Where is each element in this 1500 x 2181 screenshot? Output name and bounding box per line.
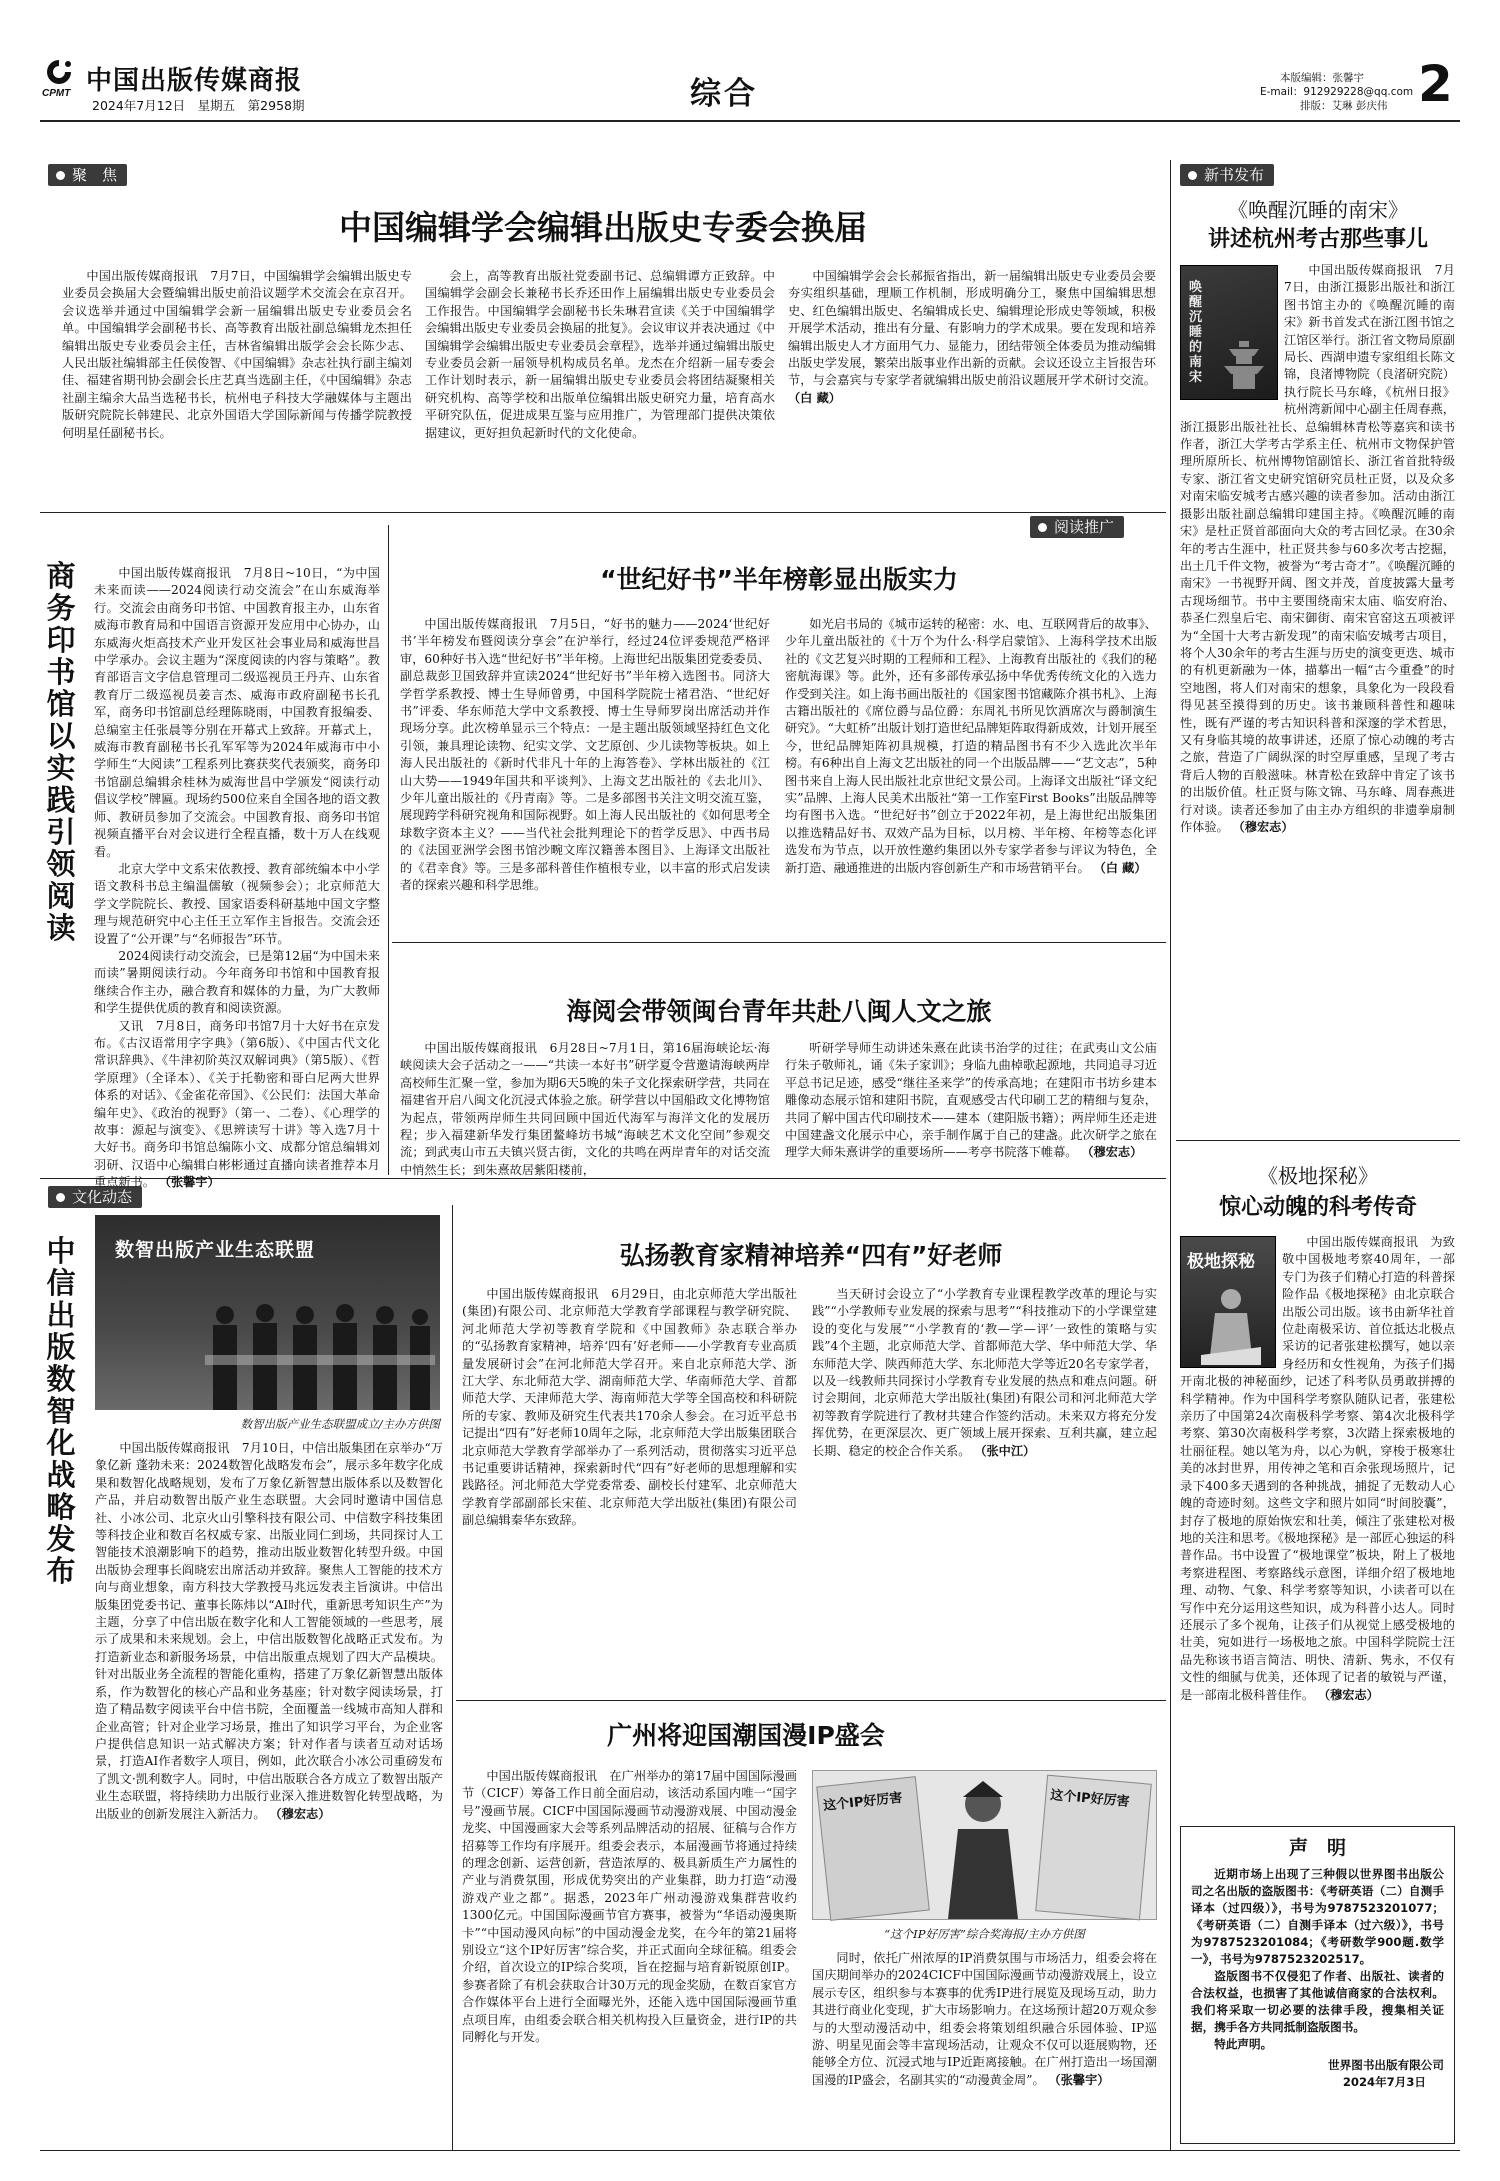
divider-left-vertical-2 (452, 1205, 453, 2150)
article-text: 中国出版传媒商报讯 7月8日~10日，“为中国未来而读——2024阅读行动交流会”在山东威海举行。交流会由商务印书馆、中国教育报主办，山东省威海市教育局和中国语言资源开发应用中心协办，山东威海火炬高技术产业开发区社会事业局和威海世昌中学承办。会议主题为“深度阅读的内容与策略”。教育部语言文字信息管理司二级巡视员王丹卉、山东省教育厅二级巡视员姜言杰、威海市政府副秘书长孔军，商务印书馆副总经理陈晓雨，中国教育报编委、总编室主任张晨等分别在开幕式上致辞。开幕式上，威海市教育副秘书长孔军军等为2024年威海市中小学师生“大阅读”工程系列比赛获奖代表颁奖，商务印书馆副总编辑余桂林为威海世昌中学颁发“阅读行动倡议学校”牌匾。现场约500位来自全国各地的语文教师、教研员参加了交流会。中国教育报、商务印书馆视频直播平台对会议进行全程直播，数十万人在线观看。 (94, 566, 380, 859)
stage-people-silhouette (205, 1295, 435, 1410)
article-text: 当天研讨会设立了“小学教育专业课程教学改革的理论与实践”“小学教师专业发展的探索与思考”“科技推动下的小学课堂建设的变化与发展”“小学教育的‘教—学—评’一致性的策略与实践”4个主题，北京师范大学、首都师范大学、华中师范大学、华东师范大学、陕西师范大学、东北师范大学等近20名专家学者，以及一线教师共同探讨小学教育专业发展的热点和难点问题。研讨会期间，北京师范大学出版社(集团)有限公司和河北师范大学初等教育学院进行了教材共建合作签约活动。未来双方将充分发挥优势，在更深层次、更广领域上展开探索、互利共赢，建立起长期、稳定的校企合作关系。 (812, 1287, 1157, 1458)
section-tag-reading (1030, 516, 1124, 538)
bullet-dot-icon (56, 171, 65, 180)
notice-box (1180, 1826, 1455, 2144)
section-tag-label: 阅读推广 (1054, 518, 1115, 536)
article-text: 又讯 7月8日，商务印书馆7月十大好书在京发布。《古汉语常用字字典》（第6版）、《中国古代文化常识辞典》、《牛津初阶英汉双解词典》（第5版）、《哲学原理》（全译本）、《关于托勒密和哥白尼两大世界体系的对话》、《金雀花帝国》、《公民们：法国大革命编年史》、《政治的视野》（第一、二卷）、《心理学的故事：源起与演变》、《思辨读写十讲》等入选7月十大好书。商务印书馆总编陈小文、成都分馆总编辑刘羽研、汉语中心编辑白彬彬通过直播向读者推荐本月重点新书。 (94, 1018, 380, 1190)
email-line: E-mail：912929228@qq.com (1260, 86, 1414, 98)
article-a4-col2 (785, 1040, 1157, 1172)
cover-float-spacer (1180, 262, 1284, 402)
article-text (94, 1018, 380, 1192)
article-text: 同时，依托广州浓厚的IP消费氛围与市场活力，组委会将在国庆期间举办的2024CICF中国国际漫画节动漫游戏展上，设立展示专区，组织参与本赛事的优秀IP进行展览及现场互动，助力其进行商业化变现，扩大市场影响力。在这场预计超20万观众参与的大型动漫活动中，组委会将策划组织融合乐园体验、IP巡游、明星见面会等丰富现场活动，让观众不仅可以逛展购物，还能够全方位、沉浸式地与IP近距离接触。在广州打造出一场国潮国漫的IP盛会，名副其实的“动漫黄金周”。 (812, 1951, 1157, 2087)
bullet-dot-icon (1188, 171, 1197, 180)
vertical-headline-a2: 商务印书馆以实践引领阅读 (46, 559, 76, 945)
divider-r1-bottom (1176, 1140, 1460, 1141)
notice-title: 声 明 (1288, 1837, 1346, 1859)
book-cover-title: 极地探秘 (1187, 1252, 1255, 1272)
article-r2 (1180, 1234, 1455, 1819)
article-a1-col1 (62, 268, 412, 504)
byline: （穆宏志） (1232, 820, 1294, 834)
bullet-dot-icon (1038, 523, 1047, 532)
section-title: 综合 (690, 76, 758, 112)
headline-a6: 弘扬教育家精神培养“四有”好老师 (619, 1241, 1003, 1270)
article-text: 中国编辑学会会长郝振省指出，新一届编辑出版史专业委员会要夯实组织基础，理顺工作机制，形成明确分工，聚焦中国编辑思想史、红色编辑出版史、名编辑成长史、编辑理论形成史等领域，积极开展学术活动，推出有分量、有影响力的学术成果。要在发现和培养编辑出版史人才方面用气力、显能力，团结带领全体委员为推动编辑出版史学发展，繁荣出版事业作出新的贡献。会议还设立主旨报告环节，与会嘉宾与专家学者就编辑出版史前沿议题展开学术研讨交流。 (788, 269, 1156, 388)
bullet-dot-icon (56, 1193, 65, 1202)
divider-left-vertical-1 (388, 525, 389, 1175)
article-text: 中国出版传媒商报讯 7月7日，中国编辑学会编辑出版史专业委员会换届大会暨编辑出版史前沿议题学术交流会在京召开。会议选举并通过中国编辑学会新一届编辑出版史专业委员会名单。中国编辑学会副秘书长、高等教育出版社副总编辑龙杰担任编辑出版史专业委员会主任，吉林省编辑出版学会会长陈少志、人民出版社编辑部主任侯俊智、《中国编辑》杂志社执行副主编刘佳、福建省期刊协会副会长庄艺真当选副主任，《中国编辑》杂志社副主编余大品当选秘书长，杭州电子科技大学融媒体与主题出版研究院院长韩建民、北京外国语大学国际新闻与传播学院教授何明星任副秘书长。 (62, 269, 412, 440)
article-text: 如光启书局的《城市运转的秘密：水、电、互联网背后的故事》、少年儿童出版社的《十万个为什么·科学启蒙馆》、上海科学技术出版社的《文艺复兴时期的工程师和工程》、上海教育出版社的《我们的秘密航海课》等。此外，还有多部传承弘扬中华优秀传统文化的入选力作受到关注。如上海书画出版社的《国家图书馆藏陈介祺书札》、上海古籍出版社的《席位爵与品位爵：东周礼书所见饮酒席次与爵制演生研究》。“大虹桥”出版计划打造世纪品牌矩阵取得新成效，计划开展至今，世纪品牌矩阵初具规模，打造的精品图书有不少入选此次半年榜。有6种出自上海文艺出版社的同一个出版品牌——“艺文志”，5种图书来自上海人民出版社北京世纪文景公司。上海译文出版社“译文纪实”品牌、上海人民美术出版社“第一工作室First Books”出版品牌等均有图书入选。“世纪好书”创立于2022年初，是上海世纪出版集团以推选精品好书、双效产品为目标，以月榜、半年榜、年榜等态化评选发布为节点，以开放性邀约集团以外专家学者参与评议为特色，全新打造、融通推进的出版内容创新生产和市场营销平台。 (785, 617, 1157, 875)
masthead-rule (40, 120, 1460, 122)
headline-a7: 广州将迎国潮国漫IP盛会 (607, 1721, 885, 1750)
article-a1-col3 (788, 268, 1156, 504)
byline: （张馨宇） (1048, 2072, 1110, 2087)
article-a3-col1 (400, 616, 770, 936)
date-line: 2024年7月12日 星期五 第2958期 (92, 98, 305, 113)
cover-float-spacer (1180, 1234, 1282, 1372)
article-text: 中国出版传媒商报讯 6月28日~7月1日，第16届海峡论坛·海峡阅读大会子活动之一——“共读一本好书”研学夏令营邀请海峡两岸高校师生汇聚一堂，参加为期6天5晚的朱子文化探索研学营，共同在福建省开启八闽文化沉浸式体验之旅。研学营以中国船政文化博物馆为起点，带领两岸师生共同回顾中国近代海军与海洋文化的发展历程；步入福建新华发行集团鳌峰坊书城“海峡艺术文化空间”参观交流；到武夷山市五夫镇兴贤古街，文化的共鸣在两岸青年的对话交流中悄然生长；到朱熹故居紫阳楼前， (400, 1041, 770, 1177)
vertical-headline-a5: 中信出版数智化战略发布 (46, 1234, 76, 1588)
notice-body (1191, 1866, 1444, 2091)
layout-line: 排版：艾琳 彭庆伟 (1300, 100, 1388, 112)
article-text: 中国出版传媒商报讯 在广州举办的第17届中国国际漫画节（CICF）筹备工作日前全面启动，该活动系国内唯一“国字号”漫画节展。CICF中国国际漫画节动漫游戏展、中国动漫金龙奖、中国漫画家大会等系列品牌活动的招展、征稿与合作方招募等工作均有序展开。组委会表示，本届漫画节将通过持续的理念创新、运营创新，营造浓厚的、极具新质生产力属性的产业与消费氛围，形成优势突出的产业集群，助力打造“动漫游戏产业之都”。据悉，2023年广州动漫游戏集群营收约1300亿元。中国国际漫画节官方赛事，被誉为“华语动漫奥斯卡”“中国动漫风向标”的中国动漫金龙奖，在今年的第21届将别设立“这个IP好厉害”综合奖，并正式面向全球征稿。组委会介绍，首次设立的IP综合奖项，旨在挖掘与培育新锐原创IP。参赛者除了有机会获取合计30万元的现金奖励，在数百家官方合作媒体平台上进行全面曝光外，还能入选中国国际漫画节重点项目库，由组委会联合相关机构投入巨量资金，进行IP的共同孵化与开发。 (462, 1769, 797, 2045)
poster-card-2 (1035, 1775, 1152, 1921)
byline: （张馨宇） (158, 1175, 220, 1190)
book-title-r1: 《唤醒沉睡的南宋》 (1228, 198, 1408, 222)
book-cover-title: 唤醒沉睡的南宋 (1189, 280, 1203, 385)
article-text: 2024阅读行动交流会，已是第12届“为中国未来而读”暑期阅读行动。今年商务印书馆和中国教育报继续合作主办，融合教育和媒体的力量，为广大教师和学生提供优质的教育和阅读资源。 (94, 948, 380, 1016)
byline: （穆宏志） (269, 1806, 331, 1821)
article-a7-col1 (462, 1768, 797, 2145)
poster-character (938, 1779, 1028, 1919)
article-text: 会上，高等教育出版社党委副书记、总编辑谭方正致辞。中国编辑学会副会长兼秘书长乔还田作上届编辑出版史专业委员会工作报告。中国编辑学会副秘书长朱琳君宣读《关于中国编辑学会编辑出版史专业委员会换届的批复》。会议审议并表决通过《中国编辑学会编辑出版史专业委员会章程》，选举并通过编辑出版史专业委员会新一届领导机构成员名单。龙杰在介绍新一届专委会工作计划时表示，新一届编辑出版史专业委员会将团结凝聚相关研究机构、高等学校和出版单位编辑出版史研究力量，培育高水平研究队伍，促进成果互鉴与应用推广，为管理部门提供决策依据建议，更好担负起新时代的文化使命。 (425, 269, 775, 440)
section-tag-focus (48, 164, 127, 186)
article-a1-col2 (425, 268, 775, 504)
article-r1 (1180, 262, 1455, 1134)
byline: （白 藏） (788, 390, 841, 405)
masthead (0, 0, 1500, 125)
article-a6-col2 (812, 1286, 1157, 1691)
section-tag-label: 聚 焦 (72, 166, 118, 184)
paper-name: 中国出版传媒商报 (86, 66, 303, 96)
headline-a1: 中国编辑学会编辑出版史专委会换届 (339, 208, 867, 247)
logo-mark: CPMT (42, 88, 71, 99)
alliance-launch-photo (95, 1215, 440, 1410)
article-text: 中国出版传媒商报讯 为致敬中国极地考察40周年，一部专门为孩子们精心打造的科普探险作品《极地探秘》由北京联合出版公司出版。该书由新华社首位赴南极采访、首位抵达北极点采访的记者张建松撰写，她以亲身经历和女性视角，为孩子们揭开南北极的神秘面纱，记述了科考队员勇敢拼搏的科学精神。作为中国科学考察队随队记者，张建松亲历了中国第24次南极科学考察、第4次北极科学考察、第30次南极科学考察，3次踏上探索极地的壮丽征程。她以笔为舟，以心为帆，穿梭于极寒壮美的冰封世界，用传神之笔和百余张现场照片，记录下400多天遇到的各种挑战，捕捉了无数动人心魄的奇迹时刻。这些文字和照片如同“时间胶囊”，封存了极地的原始恢宏和壮美，倾注了张建松对极地的关注和思考。《极地探秘》是一部匠心独运的科普作品。书中设置了“极地课堂”板块，附上了极地考察进程图、考察路线示意图，详细介绍了极地地理、动物、气象、科学考察等知识，小读者可以在写作中充分运用这些知识，成为科普小达人。同时还展示了多个视角，让孩子们从视觉上感受极地的壮美，宛如进行一场极地之旅。中国科学院院士汪品先称该书语言简洁、明快、清新、隽永，不仅有文性的细腻与优美，还体现了记者的敏锐与严谨，是一部南北极科普佳作。 (1180, 1235, 1455, 1702)
notice-paragraph: 近期市场上出现了三种假以世界图书出版公司之名出版的盗版图书：《考研英语（二）自测手译本（过四级）》，书号为9787523201077；《考研英语（二）自测手译本（过六级）》，书号为9787523201084；《考研数学900题.数学一》，书号为9787523202517。 (1191, 1867, 1444, 1966)
article-text: 中国出版传媒商报讯 6月29日，由北京师范大学出版社(集团)有限公司、北京师范大学教育学部课程与教学研究院、河北师范大学初等教育学院和《中国教师》杂志联合举办的“弘扬教育家精神，培养‘四有’好老师——小学教育专业高质量发展研讨会”在河北师范大学召开。来自北京师范大学、浙江大学、东北师范大学、湖南师范大学、华南师范大学、首都师范大学、天津师范大学、海南师范大学等全国高校和科研院所的专家、教师及研究生代表共170余人参会。在习近平总书记提出“四有”好老师10周年之际，北京师范大学出版集团联合北京师范大学教育学部举办了一系列活动，贯彻落实习近平总书记重要讲话精神，探索新时代“四有”好老师的思想理解和实践路径。河北师范大学党委常委、副校长付建军、北京师范大学教育学部副部长宋萑、北京师范大学出版社(集团)有限公司副总编辑秦华东致辞。 (462, 1287, 797, 1528)
poster-label: 这个IP好厉害 (822, 1790, 904, 1814)
article-text: 北京大学中文系宋依教授、教育部统编本中小学语文教科书总主编温儒敏（视频参会）；北京师范大学文学院院长、教授、国家语委科研基地中国文字整理与规范研究中心主任王立军作主旨报告。交流会还设置了“公开课”与“名师报告”环节。 (94, 861, 380, 946)
page-bottom-rule (40, 2150, 1460, 2151)
divider-a3-bottom (392, 942, 1166, 943)
page-number: 2 (1418, 55, 1453, 113)
photo-caption-a7: “这个IP好厉害”综合奖海报/主办方供图 (884, 1927, 1085, 1941)
byline: （张中江） (974, 1443, 1036, 1458)
photo-caption-a5: 数智出版产业生态联盟成立/主办方供图 (240, 1417, 440, 1431)
article-a3-col2 (785, 616, 1157, 936)
section-tag-label: 文化动态 (72, 1188, 133, 1206)
poster-card-1 (816, 1776, 930, 1921)
divider-a6-bottom (456, 1700, 1166, 1701)
notice-paragraph: 盗版图书不仅侵犯了作者、出版社、读者的合法权益，也损害了其他诚信商家的合法权利。我们将采取一切必要的法律手段，搜集相关证据，携手各方共同抵制盗版图书。 (1191, 1969, 1444, 2034)
byline: （穆宏志） (1081, 1145, 1143, 1160)
notice-date: 2024年7月3日 (1342, 2075, 1426, 2089)
notice-paragraph: 特此声明。 (1214, 2037, 1273, 2051)
article-text: 中国出版传媒商报讯 7月7日，由浙江摄影出版社和浙江图书馆主办的《唤醒沉睡的南宋》新书首发式在浙江图书馆之江馆区举行。浙江省文物局原副局长、西湖申遗专家组组长陈文锦，良渚博物院（良渚研究院）执行院长马东峰，《杭州日报》杭州湾新闻中心副主任周春燕，浙江摄影出版社社长、总编辑林青松等嘉宾和读书作者，浙江大学考古学系主任、杭州市文物保护管理所原所长、杭州博物馆副馆长、浙江省首批特级专家、浙江省文史研究馆研究员杜正贤，以及众多对南宋临安城考古感兴趣的读者参加。活动由浙江摄影出版社副总编辑印建国主持。《唤醒沉睡的南宋》是杜正贤首部面向大众的考古回忆录。在30余年的考古生涯中，杜正贤共参与60多次考古挖掘，出土几千件文物，被誉为“考古奇才”。《唤醒沉睡的南宋》一书视野开阔、图文并茂，首度披露大量考古现场细节。书中主要围绕南宋太庙、临安府治、恭圣仁烈皇后宅、南宋御街、南宋官窑这五项被评为“全国十大考古新发现”的南宋临安城考古项目，将个人30余年的考古生涯与历史的演变更迭、城市的有机更新融为一体，描摹出一幅“古今重叠”的时空地图，将人们对南宋的想象，具象化为一段段看得见甚至摸得到的历史。该书兼顾科普性和趣味性，既有严谨的考古知识科普和深邃的学术哲思，又有身临其境的故事讲述，还原了惊心动魄的考古之旅，营造了广阔纵深的时空厚重感，呈现了考古背后人物的百般滋味。林青松在致辞中肯定了该书的出版价值。杜正贤与陈文锦、马东峰、周春燕进行对谈。读者还参加了由主办方组织的非遗拳扇制作体验。 (1180, 263, 1455, 834)
article-a5 (95, 1440, 443, 2145)
article-a6-col1 (462, 1286, 797, 1691)
article-text: 中国出版传媒商报讯 7月5日，“好书的魅力——2024‘世纪好书’半年榜发布暨阅读分享会”在沪举行，经过24位评委规范严格评审，60种好书入选“世纪好书”半年榜。上海世纪出版集团党委委员、副总裁彭卫国致辞并宣读2024“世纪好书”半年榜入选图书。同济大学哲学系教授、博士生导师曾勇，中国科学院院士褚君浩、“世纪好书”评委、华东师范大学中文系教授、博士生导师罗岗出席活动并作现场分享。此次榜单显示三个特点：一是主题出版领域坚持红色文化引领，兼具理论读物、纪实文学、文艺原创、少儿读物等板块。如上海人民出版社的《新时代非凡十年的上海答卷》、学林出版社的《江山大势——1949年国共和平谈判》、上海文艺出版社的《去北川》、少年儿童出版社的《丹青南》等。二是多部图书关注文明交流互鉴，展现跨学科研究视角和国际视野。如上海人民出版社的《如何思考全球数字资本主义？——当代社会批判理论下的哲学反思》、中西书局的《法国亚洲学会图书馆沙畹文库汉籍善本图目》、上海译文出版社的《君幸食》等。三是多部科普佳作植根专业，以丰富的形式启发读者的探索兴趣和科学思维。 (400, 617, 770, 893)
book-title-r2: 《极地探秘》 (1258, 1164, 1378, 1188)
notice-company: 世界图书出版有限公司 (1328, 2058, 1444, 2072)
section-tag-label: 新书发布 (1204, 166, 1265, 184)
editor-line: 本版编辑：张馨宇 (1280, 72, 1364, 84)
headline-a3: “世纪好书”半年榜彰显出版实力 (600, 565, 958, 594)
article-a4-col1 (400, 1040, 770, 1177)
headline-r2: 惊心动魄的科考传奇 (1218, 1195, 1417, 1220)
byline: （白 藏） (1093, 860, 1147, 875)
headline-a4: 海阅会带领闽台青年共赴八闽人文之旅 (566, 997, 992, 1026)
ip-poster-image (812, 1770, 1157, 1920)
section-tag-new-books (1180, 164, 1274, 186)
article-a2 (94, 565, 380, 1190)
right-column-divider (1170, 160, 1171, 2150)
article-text: 中国出版传媒商报讯 7月10日，中信出版集团在京举办“万象亿新 蓬勃未来：2024数智化战略发布会”，展示多年数字化成果和数智化战略规划，发布了万象亿新智慧出版体系以及数智化产品，并启动数智出版产业生态联盟。大会同时邀请中国信息社、小冰公司、北京火山引擎科技有限公司、中信数字科技集团等科技企业和数百名权威专家、出版业同仁到场，共同探讨人工智能技术浪潮影响下的趋势，推动出版业数智化转型升级。中国出版协会理事长阎晓宏出席活动并致辞。聚焦人工智能的技术方向与商业想象，南方科技大学教授马兆远发表主旨演讲。中信出版集团党委书记、董事长陈炜以“AI时代，重新思考知识生产”为主题，分享了中信出版在数字化和人工智能领域的一些思考，展示了成果和未来规划。会上，中信出版数智化战略正式发布。为打造新业态和新服务场景，中信出版重点规划了四大产品模块。针对出版业务全流程的智能化重构，搭建了万象亿新智慧出版体系，作为数智化的核心产品和业务基座；针对数字阅读场景，打造了精品数字阅读平台中信书院，全面覆盖一线城市高知人群和企业高管；针对企业学习场景，推出了知识学习平台，为企业客户提供信息知识一站式解决方案；针对作者与读者互动对话场景，打造AI作者数字人项目，例如，此次联合小冰公司重磅发布了凯文·凯利数字人。同时，中信出版联合各方成立了数智出版产业生态联盟，将持续助力出版行业深入推进数智化转型战略，为出版业的创新发展注入新活力。 (95, 1441, 443, 1821)
headline-r1: 讲述杭州考古那些事儿 (1207, 227, 1428, 252)
paper-logo-icon (44, 58, 74, 84)
byline: （穆宏志） (1317, 1687, 1379, 1702)
poster-label: 这个IP好厉害 (1049, 1788, 1131, 1810)
article-a7-col2 (812, 1950, 1157, 2145)
article-text: 听研学导师生动讲述朱熹在此读书治学的过往；在武夷山文公庙行朱子敬师礼，诵《朱子家训》；身临九曲棹歌起源地，共同追寻习近平总书记足迹，感受“继往圣来学”的传承高地；在建阳市书坊乡建本雕像动态展示馆和建阳书院，直观感受古代印刷工艺的精细与复杂，共同了解中国古代印刷技术——建本（建阳版书籍）；两岸师生还走进中国建盏文化展示中心，亲手制作属于自己的建盏。此次研学之旅在理学大师朱熹讲学的重要场所——考亭书院落下帷幕。 (785, 1041, 1157, 1160)
divider-a1-bottom (40, 512, 1166, 513)
photo-banner-text: 数智出版产业生态联盟 (115, 1239, 316, 1261)
